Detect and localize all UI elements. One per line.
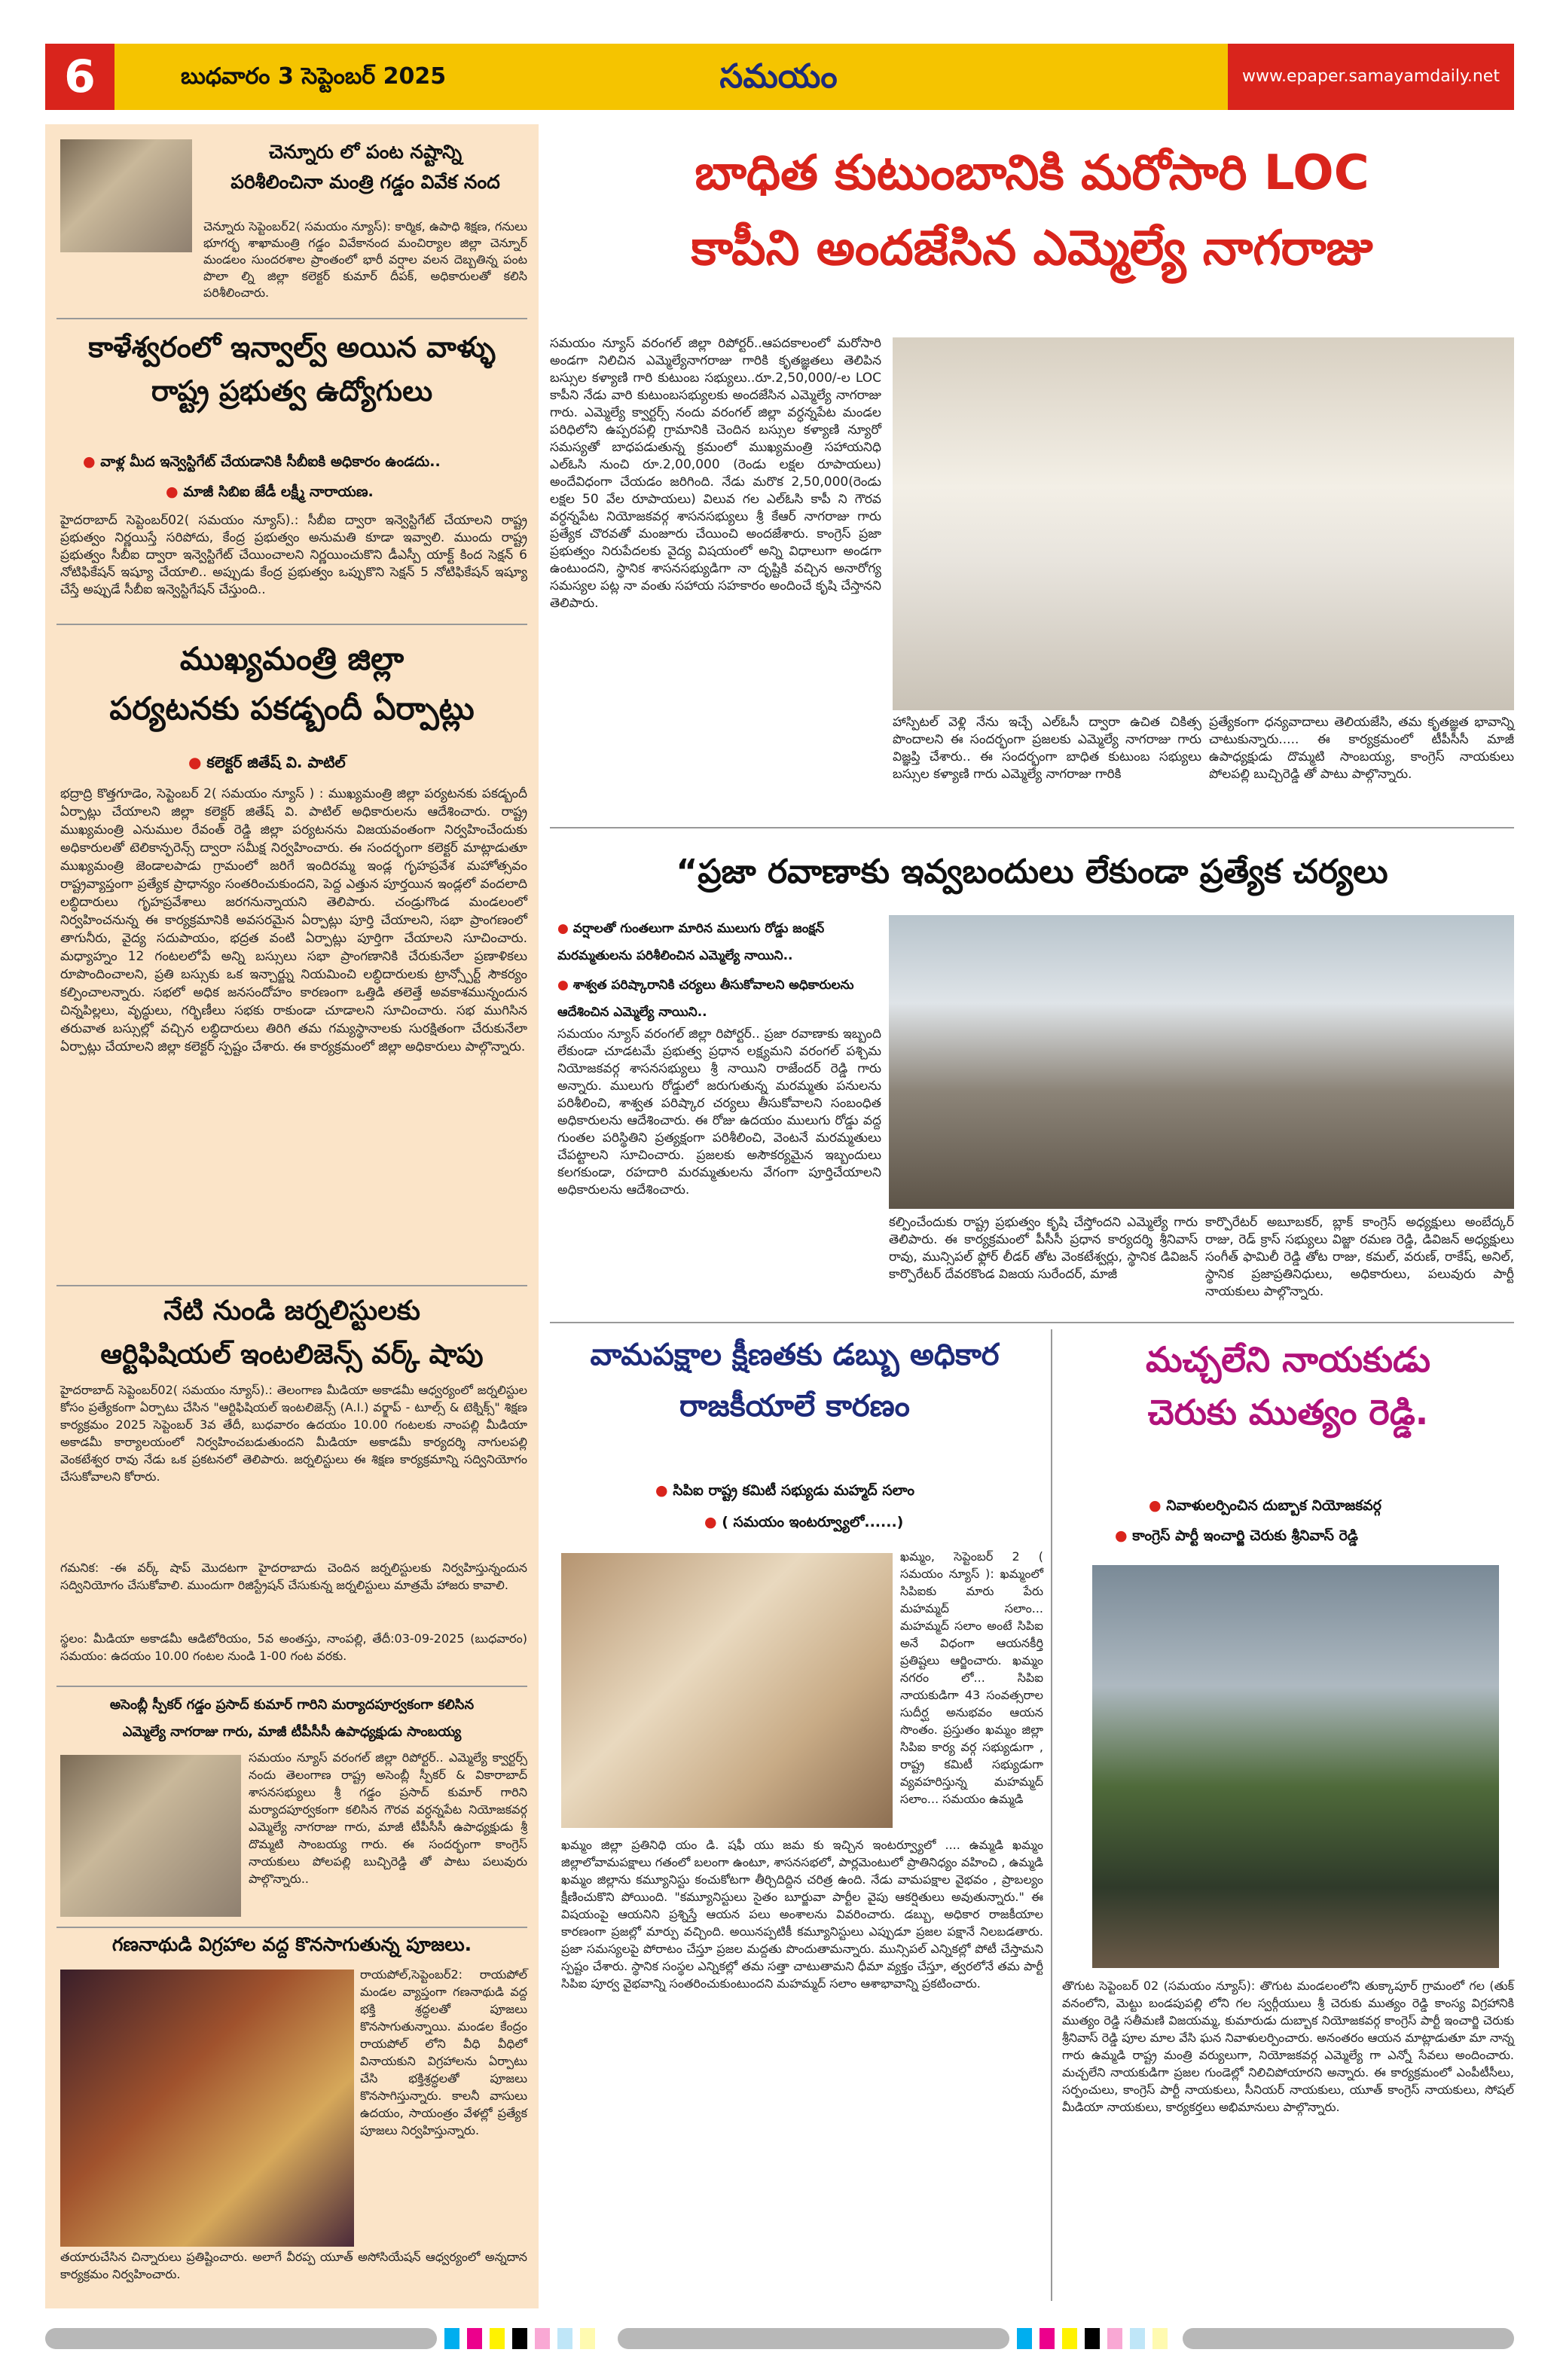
story3-title <box>56 634 527 734</box>
cpi-title-line2: రాజకీయాలే కారణం <box>679 1389 910 1423</box>
story3-title-line2: పర్యటనకు పకడ్బందీ ఏర్పాట్లు <box>109 690 475 727</box>
tribute-bullet1: ● నివాళులర్పించిన దుబ్బాక నియోజకవర్గ <box>1149 1497 1514 1518</box>
story5-title-line1: అసెంబ్లీ స్పీకర్ గడ్డం ప్రసాద్ కుమార్ గారిని మర్యాదపూర్వకంగా కలిసిన <box>109 1697 475 1713</box>
roads-body: సమయం న్యూస్ వరంగల్ జిల్లా రిపోర్టర్.. ప్రజా రవాణాకు ఇబ్బంది లేకుండా చూడటమే ప్రభుత్వ ప్రధాన లక్ష్యమని వరంగల్ పశ్చిమ నియోజకవర్గ శాసనసభ్యులు శ్రీ నాయిని రాజేందర్ రెడ్డి గారు అన్నారు. ములుగు రోడ్డులో జరుగుతున్న మరమ్మతు పనులను పరిశీలించి, శాశ్వత పరిష్కార చర్యలు తీసుకోవాలని సంబంధిత అధికారులను ఆదేశించారు. ఈ రోజు ఉదయం ములుగు రోడ్డు వద్ద గుంతల పరిస్థితిని ప్రత్యక్షంగా పరిశీలించి, వెంటనే మరమ్మతులు చేపట్టాలని సూచించారు. ప్రజలకు అసౌకర్యమైన ఇబ్బందులు కలగకుండా, రహదారి మరమ్మతులను వేగంగా పూర్తిచేయాలని అధికారులను ఆదేశించారు. <box>557 1027 881 1198</box>
story5-title-line2: ఎమ్మెల్యే నాగరాజు గారు, మాజీ టీపీసీసీ ఉపాధ్యక్షుడు సాంబయ్య <box>122 1724 462 1740</box>
cpi-photo <box>561 1553 893 1828</box>
tribute-title-line1: మచ్చలేని నాయకుడు <box>1145 1339 1431 1380</box>
story4-title <box>56 1289 527 1377</box>
cpi-bullet1: ● సిపిఐ రాష్ట్ర కమిటీ సభ్యుడు మహ్మద్ సలాం <box>655 1482 1040 1503</box>
story4-venue-note: గమనిక: -ఈ వర్క్ షాప్ మొదటగా హైదరాబాదు చెందిన జర్నలిస్టులకు నిర్వహిస్తున్నందున సద్వినియోగం చేసుకోవాలి. ముందుగా రిజిస్ట్రేషన్ చేసుకున్న జర్నలిస్టులు మాత్రమే హాజరు కావాలి. <box>60 1561 527 1592</box>
story2-title-line1: కాళేశ్వరంలో ఇన్వాల్వ్ అయిన వాళ్ళు <box>88 331 496 364</box>
cpi-body: ఖమ్మం జిల్లా ప్రతినిధి యం డి. షఫీ యు జమ కు ఇచ్చిన ఇంటర్వ్యూలో .... ఉమ్మడి ఖమ్మం జిల్లాలోవామపక్షాలు గతంలో బలంగా ఉంటూ, శాసనసభలో, పార్లమెంటులో ప్రాతినిధ్యం వహించి , ఉమ్మడి ఖమ్మం జిల్లాను కమ్యూనిస్టు కంచుకోటగా తీర్చిదిద్దిన చరిత్ర ఉంది. నేడు వామపక్షాల వైభవం , ప్రాబల్యం క్షీణించుకొని పోయింది. "కమ్యూనిస్టులు సైతం బూర్జువా పార్టీల వైపు ఆకర్షితులు అవుతున్నారు." ఈ విషయంపై ఆయనిని ప్రశ్నిస్తే ఆయన పలు అంశాలను వివరించారు. డబ్బు, అధికార రాజకీయాల కారణంగా ప్రజల్లో మార్పు వచ్చింది. అయినప్పటికీ కమ్యూనిస్టులు ఎప్పుడూ ప్రజల పక్షానే నిలబడతారు. ప్రజా సమస్యలపై పోరాటం చేస్తూ ప్రజల మద్దతు పొందుతామన్నారు. మున్సిపల్ ఎన్నికల్లో పోటీ చేస్తామని స్పష్టం చేశారు. స్థానిక సంస్థల ఎన్నికల్లో తమ సత్తా చాటుతామని ధీమా వ్యక్తం చేస్తూ, త్వరలోనే తమ పార్టీ సిపిఐ పూర్వ వైభవాన్ని సంతరించుకుంటుందని మహమ్మద్ సలాం ఆశాభావాన్ని ప్రకటించారు. <box>561 1838 1043 1991</box>
story6-title: గణనాథుడి విగ్రహాల వద్ద కొనసాగుతున్న పూజలు. <box>111 1933 472 1955</box>
divider <box>56 1686 527 1687</box>
story5-title <box>56 1692 527 1746</box>
tribute-photo <box>1092 1565 1499 1968</box>
paper-name: సమయం <box>719 57 838 96</box>
roads-title: “ప్రజా రవాణాకు ఇవ్వబందులు లేకుండా ప్రత్యేక చర్యలు <box>676 853 1388 891</box>
story4-place: స్థలం: మీడియా అకాడమీ ఆడిటోరియం, 5వ అంతస్తు, నాంపల్లి, తేదీ:03-09-2025 (బుధవారం) సమయం: ఉదయం 10.00 గంటల నుండి 1-00 గంట వరకు. <box>60 1631 527 1663</box>
roads-body-col3: కార్పొరేటర్ అబూబకర్, బ్లాక్ కాంగ్రెస్ అధ్యక్షులు అంబేద్కర్ రాజు, రెడ్ క్రాస్ సభ్యులు విజ్జా రమణ రెడ్డి, డివిజన్ అధ్యక్షులు సంగీత్ ఫామిలీ రెడ్డి తోట రాజు, కమల్, వరుణ్, రాకేష్, అనిల్, స్థానిక ప్రజాప్రతినిధులు, అధికారులు, పలువురు పార్టీ నాయకులు పాల్గొన్నారు. <box>1205 1215 1514 1299</box>
roads-photo <box>889 915 1514 1209</box>
story2-title <box>56 325 527 413</box>
lead-title-line1: బాధిత కుటుంబానికి మరోసారి LOC <box>695 145 1369 201</box>
story5-body: సమయం న్యూస్ వరంగల్ జిల్లా రిపోర్టర్.. ఎమ్మెల్యే క్వార్టర్స్ నందు తెలంగాణ రాష్ట్ర అసెంబ్లీ స్పీకర్ & వికారాబాద్ శాసనసభ్యులు శ్రీ గడ్డం ప్రసాద్ కుమార్ గారిని మర్యాదపూర్వకంగా కలిసిన గౌరవ వర్ధన్నపేట నియోజకవర్గ ఎమ్మెల్యే నాగరాజు గారు, మాజీ టీపీసీసీ ఉపాధ్యక్షుడు శ్రీ దొమ్మటి సాంబయ్య గారు. ఈ సందర్భంగా కాంగ్రెస్ నాయకులు పోలపల్లి బుచ్చిరెడ్డి తో పాటు పలువురు పాల్గొన్నారు.. <box>249 1750 527 1886</box>
epaper-url[interactable]: www.epaper.samayamdaily.net <box>1228 44 1514 110</box>
cpi-side-text: ఖమ్మం, సెప్టెంబర్ 2 ( సమయం న్యూస్ ): ఖమ్మంలో సిపిఐకు మారు పేరు మహమ్మద్ సలాం... మహమ్మద్ సలాం అంటే సిపిఐ అనే విధంగా ఆయనకీర్తి ప్రతిష్టలు ఆర్జించారు. ఖమ్మం నగరం లో... సిపిఐ నాయకుడిగా 43 సంవత్సరాల సుదీర్ఘ అనుభవం ఆయన సొంతం. ప్రస్తుతం ఖమ్మం జిల్లా సిపిఐ కార్య వర్గ సభ్యుడుగా , రాష్ట్ర కమిటీ సభ్యుడుగా వ్యవహరిస్తున్న మహమ్మద్ సలాం... సమయం ఉమ్మడి <box>900 1549 1043 1806</box>
lead-photo <box>893 337 1514 710</box>
story2-body: హైదరాబాద్ సెప్టెంబర్02( సమయం న్యూస్).: సీబీఐ ద్వారా ఇన్వెస్టిగేట్ చేయాలని రాష్ట్ర ప్రభుత్వం నిర్ణయిస్తే సరిపోదు, కేంద్ర ప్రభుత్వం అనుమతి కూడా ఇవ్వాలి. ముందు రాష్ట్ర ప్రభుత్వం సీబీఐ ద్వారా ఇన్వెస్టిగేట్ చేయించాలని నిర్ణయించుకొని డీఎస్పీ యాక్ట్ కింద సెక్షన్ 6 నోటిఫికేషన్ ఇష్యూ చేయాలి.. అప్పుడు కేంద్ర ప్రభుత్వం ఒప్పుకొని సెక్షన్ 5 నోటిఫికేషన్ ఇష్యూ చేస్తే అప్పుడే సీబీఐ ఇన్వెస్టిగేషన్ చేస్తుంది.. <box>60 513 527 597</box>
roads-body-col2: కల్పించేందుకు రాష్ట్ర ప్రభుత్వం కృషి చేస్తోందని ఎమ్మెల్యే గారు తెలిపారు. ఈ కార్యక్రమంలో పీసీసీ ప్రధాన కార్యదర్శి శ్రీనివాస్ రావు, మున్సిపల్ ఫ్లోర్ లీడర్ తోట వెంకటేశ్వర్లు, స్థానిక డివిజన్ కార్పొరేటర్ దేవరకొండ విజయ సురేందర్, మాజీ <box>889 1215 1198 1282</box>
story3-bullet1: ● కలెక్టర్ జితేష్ వి. పాటిల్ <box>188 753 527 775</box>
story1-body-top: చెన్నూరు సెప్టెంబర్2( సమయం న్యూస్): కార్మిక, ఉపాధి శిక్షణ, గనులు భూగర్భ శాఖామంత్రి గడ్డం వివేకానంద మంచిర్యాల జిల్లా చెన్నూర్ మండలం సుందరశాల ప్రాంతంలో భారీ వర్షాల వలన దెబ్బతిన్న పంట పొలా ల్ని జిల్లా కలెక్టర్ కుమార్ దీపక్, అధికారులతో కలిసి పరిశీలించారు. <box>203 219 527 300</box>
story3-body: భద్రాద్రి కొత్తగూడెం, సెప్టెంబర్ 2( సమయం న్యూస్ ) : ముఖ్యమంత్రి జిల్లా పర్యటనకు పకడ్బందీ ఏర్పాట్లు చేయాలని జిల్లా కలెక్టర్ జితేష్ వి. పాటిల్ అధికారులను ఆదేశించారు. రాష్ట్ర ముఖ్యమంత్రి ఎనుముల రేవంత్ రెడ్డి జిల్లా పర్యటనను విజయవంతంగా నిర్వహించేందుకు అధికారులతో టెలికాన్ఫరెన్స్ ద్వారా సమీక్ష నిర్వహించారు. ఈ సందర్భంగా కలెక్టర్ మాట్లాడుతూ ముఖ్యమంత్రి జెండాలపాడు గ్రామంలో జరిగే ఇందిరమ్మ ఇండ్ల గృహప్రవేశ మహోత్సవం రాష్ట్రవ్యాప్తంగా ప్రత్యేక ప్రాధాన్యం సంతరించుకుందని, పెద్ద ఎత్తున పూర్తయిన ఇండ్లలో వందలాది లబ్ధిదారులు గృహప్రవేశాలు జరగనున్నాయని తెలిపారు. చండ్రుగొండ మండలంలో నిర్వహించనున్న ఈ కార్యక్రమానికి అవసరమైన ఏర్పాట్లు పూర్తి చేయాలని, సభా ప్రాంగణంలో తాగునీరు, వైద్య సదుపాయం, భద్రత వంటి ఏర్పాట్లు పూర్తిగా చేయాలని సూచించారు. మధ్యాహ్నం 12 గంటలలోపే అన్ని బస్సులు సభా ప్రాంగణానికి చేరుకునేలా ప్రణాళికలు రూపొందించాలని, ప్రతి బస్సుకు ఒక ఇన్చార్జ్ను నియమించి లబ్ధిదారులకు ట్రాన్స్పోర్ట్ సౌకర్యం కల్పించాలన్నారు. సభలో అధిక జనసందోహం కారణంగా ఒత్తిడి తలెత్తే అవకాశమున్నందున చిన్నపిల్లలు, వృద్ధులు, గర్భిణీలు సభకు రాకుండా చూడాలని సూచించారు. సభ ముగిసిన తరువాత బస్సుల్లో వచ్చిన లబ్ధిదారులు తిరిగి తమ గమ్యస్థానాలకు సురక్షితంగా చేరుకునేలా ఏర్పాట్లు చేయాలని జిల్లా కలెక్టర్ స్పష్టం చేశారు. ఈ కార్యక్రమంలో జిల్లా అధికారులు పాల్గొన్నారు. <box>60 786 527 1054</box>
issue-date: బుధవారం 3 సెప్టెంబర్ 2025 <box>181 63 447 90</box>
story4-title-line1: నేటి నుండి జర్నలిస్టులకు <box>163 1295 421 1326</box>
divider <box>56 1927 527 1928</box>
lead-body: సమయం న్యూస్ వరంగల్ జిల్లా రిపోర్టర్..ఆపదకాలంలో మరోసారి అండగా నిలిచిన ఎమ్మెల్యేనాగరాజు గారికి కృతజ్ఞతలు తెలిపిన బస్సుల కళ్యాణి గారి కుటుంబ సభ్యులు..రూ.2,50,000/-ల LOC కాపీని నేడు వారి కుటుంబసభ్యులకు అందజేసిన ఎమ్మెల్యే నాగరాజు గారు. ఎమ్మెల్యే క్వార్టర్స్ నందు వరంగల్ జిల్లా వర్ధన్నపేట మండల పరిధిలోని ఉప్పరపల్లి గ్రామానికి చెందిన బస్సుల కళ్యాణి న్యూరో సమస్యతో బాధపడుతున్న క్రమంలో ముఖ్యమంత్రి సహాయనిధి ఎల్ఓసి నుంచి రూ.2,00,000 (రెండు లక్షల రూపాయలు) అందేవిధంగా చేయడం జరిగింది. నేడు మరొక 2,50,000(రెండు లక్షల 50 వేల రూపాయలు) విలువ గల ఎల్ఓసి కాపీ ని గౌరవ వర్ధన్నపేట నియోజకవర్గ శాసనసభ్యులు శ్రీ కేఆర్ నాగరాజు గారు ప్రత్యేక చొరవతో మంజూరు చేయించి అందజేశారు. కాంగ్రెస్ ప్రజా ప్రభుత్వం నిరుపేదలకు వైద్య విషయంలో అన్ని విధాలుగా అండగా ఉంటుందని, స్థానిక శాసనసభ్యుడిగా నా దృష్టికి వచ్చిన అనారోగ్య సమస్యల పట్ల నా వంతు సహాయ సహకారం అందించే కృషి చేస్తానని తెలిపారు. <box>550 336 881 611</box>
tribute-title-line2: చెరుకు ముత్యం రెడ్డి. <box>1147 1392 1429 1433</box>
column-divider <box>1051 1329 1052 2301</box>
divider <box>550 1322 1514 1323</box>
story1-photo <box>60 139 192 252</box>
story1-title-line1: చెన్నూరు లో పంట నష్టాన్ని <box>268 141 463 163</box>
divider <box>56 624 527 625</box>
story6-photo <box>60 1970 354 2247</box>
story2-bullet1: ● వాళ్ల మీద ఇన్వెస్టిగేట్ చేయడానికి సీబీఐకి అధికారం ఉండదు.. <box>83 453 535 474</box>
print-color-bar <box>45 2324 1514 2354</box>
divider <box>56 1285 527 1286</box>
cpi-title-line1: వామపక్షాల క్షీణతకు డబ్బు అధికార <box>590 1338 1000 1372</box>
lead-caption-col2: హాస్పిటల్ వెళ్లి నేను ఇచ్చే ఎల్ఓసీ ద్వారా ఉచిత చికిత్స పొందాలని ఈ సందర్భంగా ప్రజలకు ఎమ్మెల్యే నాగరాజు గారు విజ్ఞప్తి చేశారు.. ఈ సందర్భంగా బాధిత కుటుంబ సభ్యులు బస్సుల కళ్యాణి గారు ఎమ్మెల్యే నాగరాజు గారికి <box>893 715 1201 782</box>
roads-bullet2: ● శాశ్వత పరిష్కారానికి చర్యలు తీసుకోవాలని అధికారులను ఆదేశించిన ఎమ్మెల్యే నాయిని.. <box>557 972 881 1026</box>
story1-body <box>60 265 527 312</box>
page-number: 6 <box>45 44 114 110</box>
story1-title <box>203 137 527 197</box>
lead-title-line2: కాపీని అందజేసిన ఎమ్మెల్యే నాగరాజు <box>691 221 1373 276</box>
tribute-title <box>1062 1333 1514 1439</box>
lead-title <box>550 136 1514 286</box>
story1-title-line2: పరిశీలించినా మంత్రి గడ్డం వివేక నంద <box>230 171 500 193</box>
cpi-title <box>550 1329 1040 1432</box>
lead-caption-col3: ప్రత్యేకంగా ధన్యవాదాలు తెలియజేసి, తమ కృతజ్ఞత భావాన్ని చాటుకున్నారు..... ఈ కార్యక్రమంలో టీపీసీసీ మాజీ ఉపాధ్యక్షుడు దొమ్మటి సాంబయ్య, కాంగ్రెస్ నాయకులు పోలపల్లి బుచ్చిరెడ్డి తో పాటు పాల్గొన్నారు. <box>1209 715 1514 782</box>
story6-body-end: తయారుచేసిన చిన్నారులు ప్రతిష్టించారు. అలాగే వీరప్ప యూత్ అసోసియేషన్ ఆధ్వర్యంలో అన్నదాన కార్యక్రమం నిర్వహించారు. <box>60 2250 527 2281</box>
story6-body: రాయపోల్,సెప్టెంబర్2: రాయపోల్ మండల వ్యాప్తంగా గణనాథుడి వద్ద భక్తి శ్రద్ధలతో పూజలు కొనసాగుతున్నాయి. మండల కేంద్రం రాయపోల్ లోని వీధి వీధిలో వినాయకుని విగ్రహాలను ఏర్పాటు చేసి భక్తిశ్రద్ధలతో పూజలు కొనసాగిస్తున్నారు. కాలనీ వాసులు ఉదయం, సాయంత్రం వేళల్లో ప్రత్యేక పూజలు నిర్వహిస్తున్నారు. <box>360 1967 527 2137</box>
divider <box>550 827 1514 828</box>
cpi-bullet2: ● ( సమయం ఇంటర్వ్యూలో......) <box>704 1514 1040 1534</box>
tribute-bullet2: ● కాంగ్రెస్ పార్టీ ఇంచార్జి చెరుకు శ్రీనివాస్ రెడ్డి <box>1115 1527 1514 1548</box>
story3-title-line1: ముఖ్యమంత్రి జిల్లా <box>179 640 405 677</box>
story2-bullet2: ● మాజీ సిబిఐ జేడీ లక్ష్మీ నారాయణ. <box>166 484 527 504</box>
divider <box>56 318 527 319</box>
tribute-body: తొగుట సెప్టెంబర్ 02 (సమయం న్యూస్): తొగుట మండలంలోని తుక్కాపూర్ గ్రామంలో గల (తుక్ వనంలోని, మెట్టు బండపుపల్లి లోని గల స్వర్గీయులు శ్రీ చెరుకు ముత్యం రెడ్డి కాంస్య విగ్రహానికి ముత్యం రెడ్డి సతీమణి విజయమ్మ, కుమారుడు దుబ్బాక నియోజకవర్గ కాంగ్రెస్ పార్టీ ఇంచార్జి చెరుకు శ్రీనివాస్ రెడ్డి పూల మాల వేసి ఘన నివాళులర్పించారు. అనంతరం ఆయన మాట్లాడుతూ మా నాన్న గారు ఉమ్మడి రాష్ట్ర మంత్రి వర్యులుగా, నియోజకవర్గ ఎమ్మెల్యే గా ఎన్నో సేవలు అందించారు. మచ్చలేని నాయకుడిగా ప్రజల గుండెల్లో నిలిచిపోయారని అన్నారు. ఈ కార్యక్రమంలో ఎంపీటీసీలు, సర్పంచులు, కాంగ్రెస్ పార్టీ నాయకులు, సీనియర్ నాయకులు, యూత్ కాంగ్రెస్ నాయకులు, సోషల్ మీడియా నాయకులు, కార్యకర్తలు అభిమానులు పాల్గొన్నారు. <box>1062 1979 1514 2114</box>
roads-bullet1: ● వర్షాలతో గుంతలుగా మారిన ములుగు రోడ్డు జంక్షన్ మరమ్మతులను పరిశీలించిన ఎమ్మెల్యే నాయిని.. <box>557 915 881 969</box>
story4-title-line2: ఆర్టిఫిషియల్ ఇంటలిజెన్స్ వర్క్ షాపు <box>100 1339 484 1370</box>
story2-title-line2: రాష్ట్ర ప్రభుత్వ ఉద్యోగులు <box>151 374 433 407</box>
story5-photo <box>60 1755 241 1917</box>
story4-body: హైదరాబాద్ సెప్టెంబర్02( సమయం న్యూస్).: తెలంగాణ మీడియా అకాడమీ ఆధ్వర్యంలో జర్నలిస్టుల కోసం ప్రత్యేకంగా ఏర్పాటు చేసిన "ఆర్టిఫిషియల్ ఇంటలిజెన్స్ (A.I.) వర్క్షాప్ - టూల్స్ & టెక్నిక్స్" శిక్షణ కార్యక్రమం 2025 సెప్టెంబర్ 3వ తేదీ, బుధవారం ఉదయం 10.00 గంటలకు నాంపల్లి మీడియా అకాడమీ కార్యాలయంలో నిర్వహించబడుతుందని మీడియా అకాడమీ కార్యదర్శి నాగులపల్లి వెంకటేశ్వర రావు నేడు ఒక ప్రకటనలో తెలిపారు. జర్నలిస్టులు ఈ శిక్షణ కార్యక్రమాన్ని సద్వినియోగం చేసుకోవాలని కోరారు. <box>60 1383 527 1484</box>
